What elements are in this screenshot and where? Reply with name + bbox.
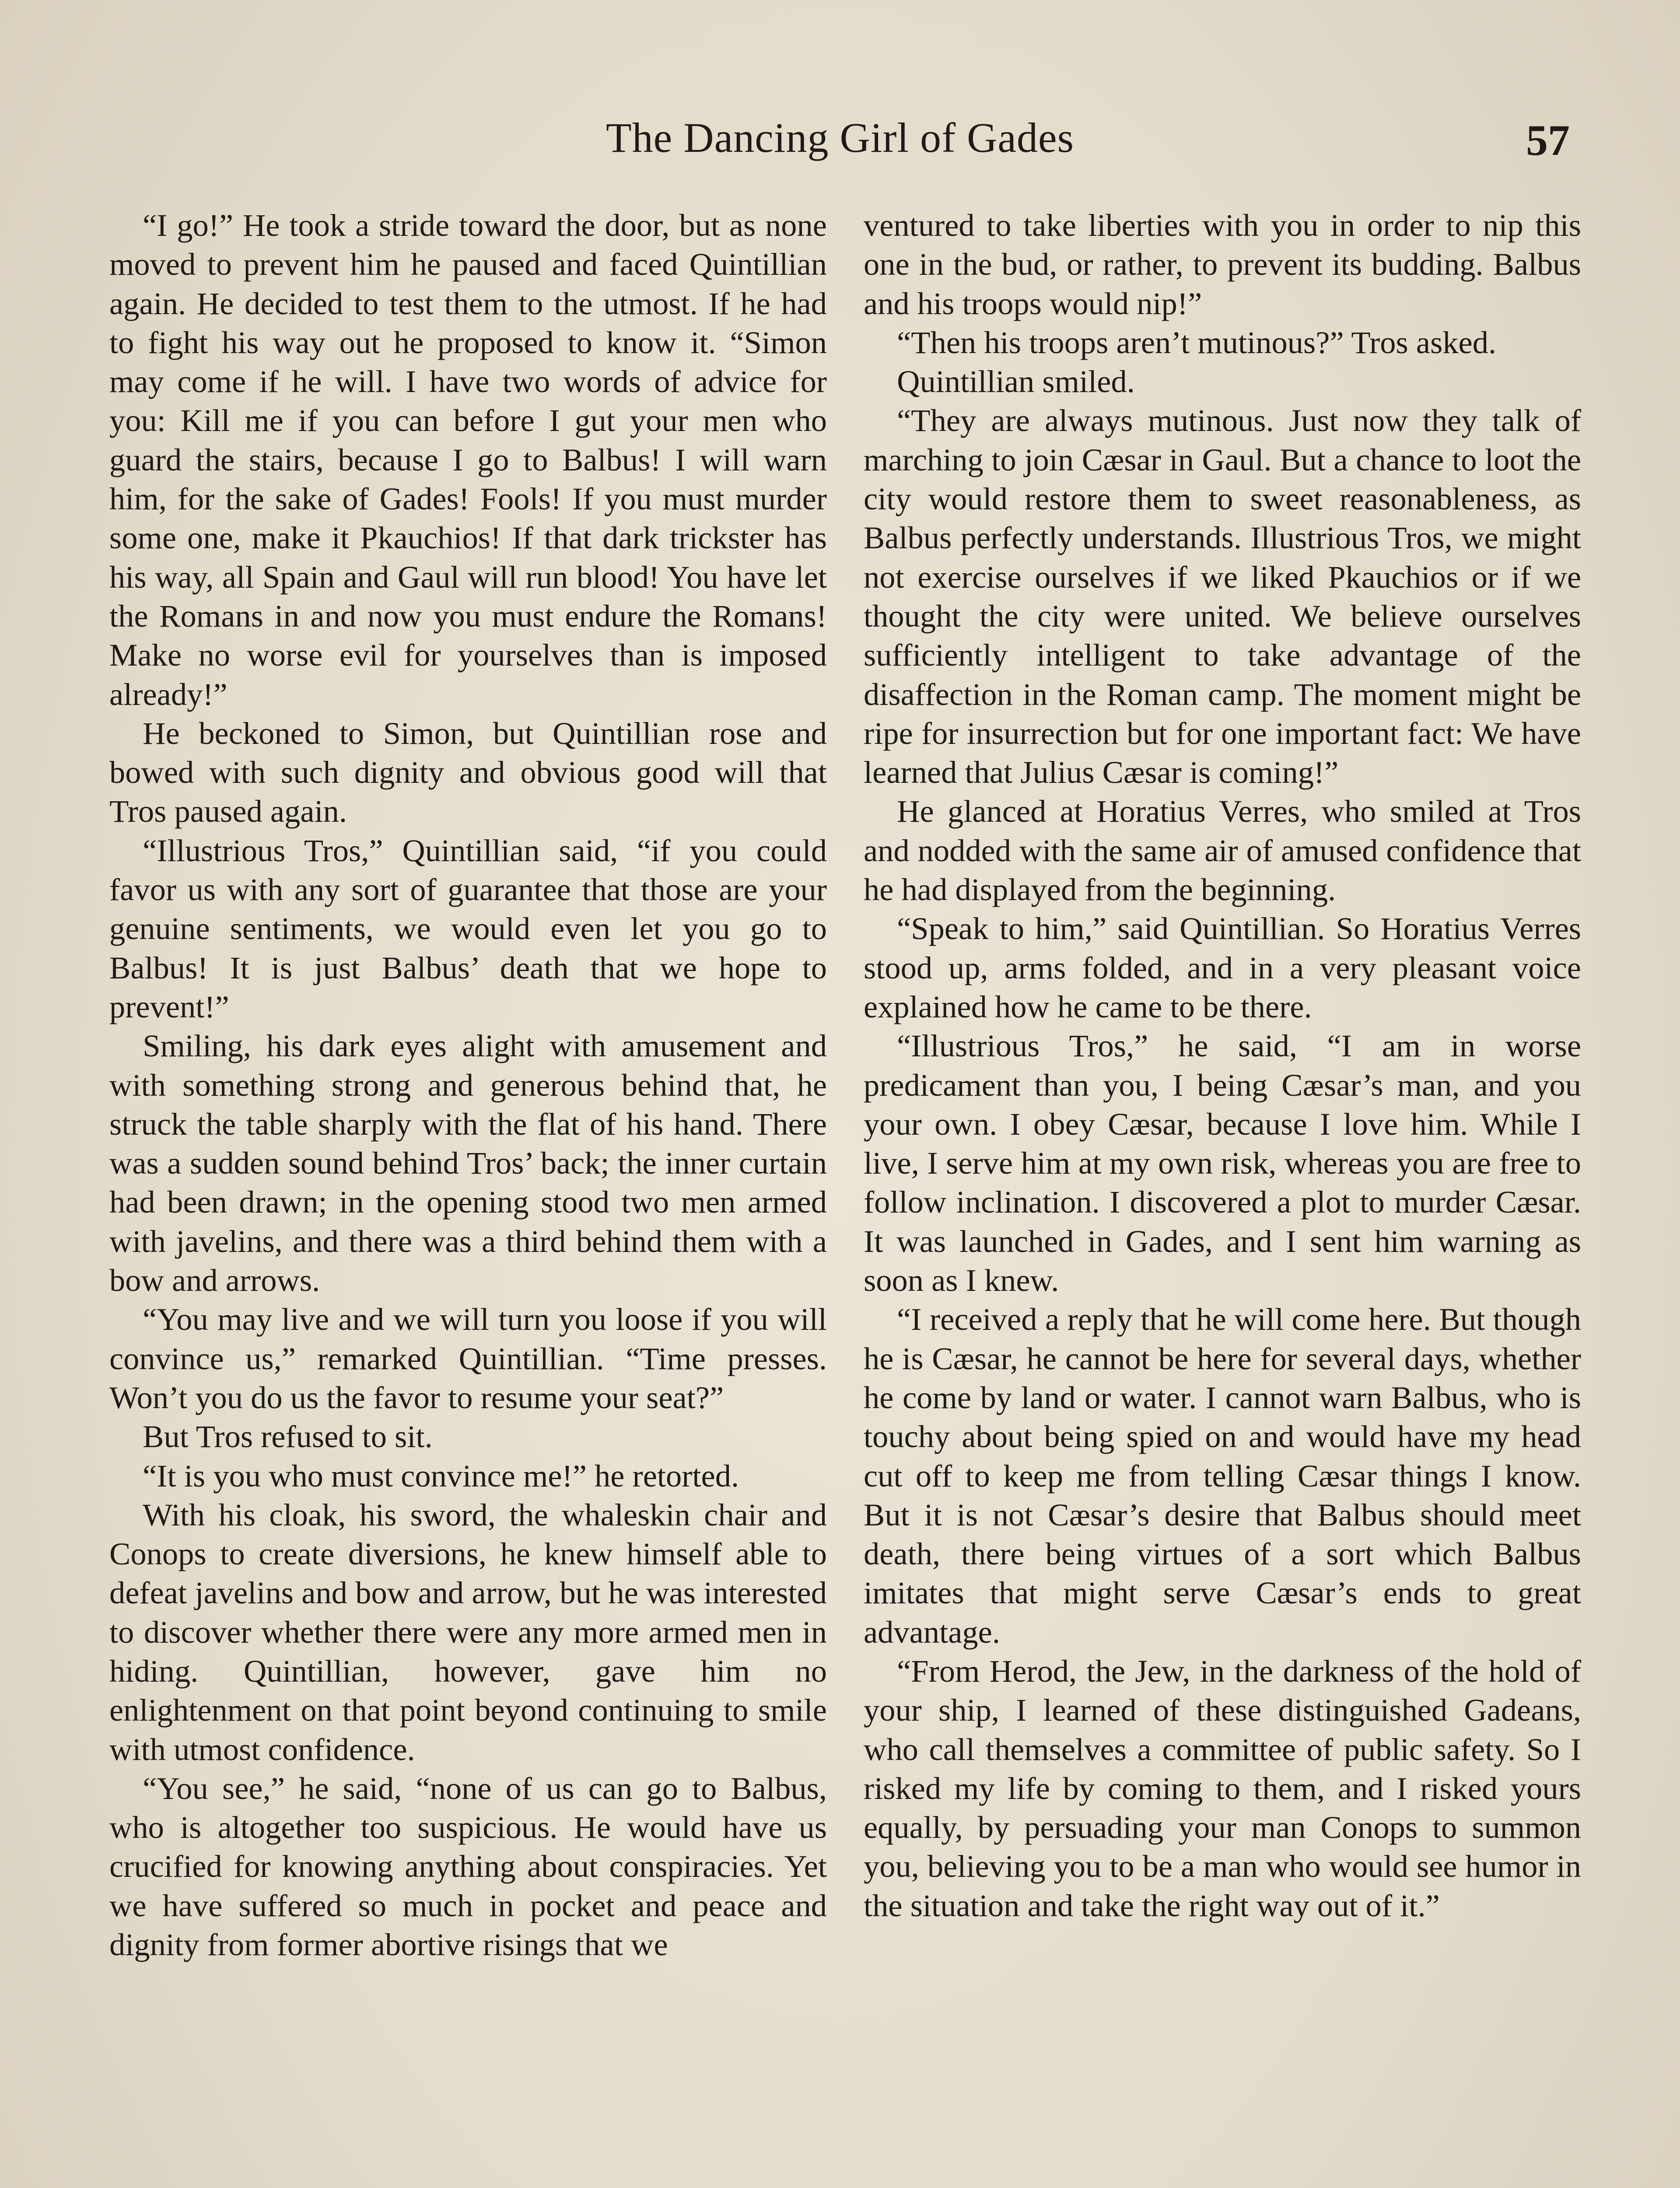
paragraph: Smiling, his dark eyes alight with amusement and with something strong and generous behind that, he struck the table sharply with the flat of his hand. There was a sudden sound behind Tros’ back; the inner curtain had been drawn; in the opening stood two men armed with javelins, and there was a third behind them with a bow and arrows. — [109, 1028, 827, 1298]
paragraph: “You may live and we will turn you loose if you will convince us,” remarked Quintillian. “Time presses. Won’t you do us the favor to resume your seat?” — [109, 1301, 827, 1415]
paragraph: “From Herod, the Jew, in the darkness of the hold of your ship, I learned of these distinguished Gadeans, who call themselves a committee of public safety. So I risked my life by coming to them, and I risked yours equally, by persuading your man Conops to summon you, believing you to be a man who would see humor in the situation and take the right way out of it.” — [864, 1653, 1581, 1923]
page-header — [0, 109, 1680, 166]
paragraph: He glanced at Horatius Verres, who smiled at Tros and nodded with the same air of amused confidence that he had displayed from the beginning. — [864, 793, 1581, 908]
paragraph: “It is you who must convince me!” he retorted. — [143, 1458, 739, 1494]
paragraph-continued: ventured to take liberties with you in order to nip this one in the bud, or rather, to prevent its budding. Balbus and his troops would nip!” — [864, 207, 1581, 321]
paragraph: “Illustrious Tros,” he said, “I am in worse predicament than you, I being Cæsar’s man, and you your own. I obey Cæsar, because I love him. While I live, I serve him at my own risk, whereas you are free to follow inclination. I discovered a plot to murder Cæsar. It was launched in Gades, and I sent him warning as soon as I knew. — [864, 1028, 1581, 1298]
paragraph: Quintillian smiled. — [897, 364, 1135, 400]
paragraph: But Tros refused to sit. — [143, 1419, 433, 1455]
paragraph: With his cloak, his sword, the whaleskin chair and Conops to create diversions, he knew himself able to defeat javelins and bow and arrow, but he was interested to discover whether there were any more armed men in hiding. Quintillian, however, gave him no enlightenment on that point beyond continuing to smile with utmost confidence. — [109, 1497, 827, 1767]
left-column — [109, 206, 827, 1964]
right-column — [864, 206, 1581, 1925]
paragraph: He beckoned to Simon, but Quintillian rose and bowed with such dignity and obvious good will that Tros paused again. — [109, 715, 827, 829]
paragraph: “Then his troops aren’t mutinous?” Tros asked. — [897, 324, 1497, 360]
paragraph: “They are always mutinous. Just now they talk of marching to join Cæsar in Gaul. But a chance to loot the city would restore them to sweet reasonableness, as Balbus perfectly understands. Illustrious Tros, we might not exercise ourselves if we liked Pkauchios or if we thought the city were united. We believe ourselves sufficiently intelligent to take advantage of the disaffection in the Roman camp. The moment might be ripe for insurrection but for one important fact: We have learned that Julius Cæsar is coming!” — [864, 403, 1581, 790]
running-title: The Dancing Girl of Gades — [606, 114, 1074, 161]
paragraph: “Speak to him,” said Quintillian. So Horatius Verres stood up, arms folded, and in a very pleasant voice explained how he came to be there. — [864, 911, 1581, 1024]
paragraph: “You see,” he said, “none of us can go to Balbus, who is altogether too suspicious. He would have us crucified for knowing anything about conspiracies. Yet we have suffered so much in pocket and peace and dignity from former abortive risings that we — [109, 1770, 827, 1963]
paragraph: “I go!” He took a stride toward the door, but as none moved to prevent him he paused and faced Quintillian again. He decided to test them to the utmost. If he had to fight his way out he proposed to know it. “Simon may come if he will. I have two words of advice for you: Kill me if you can before I gut your men who guard the stairs, because I go to Balbus! I will warn him, for the sake of Gades! Fools! If you must murder some one, make it Pkauchios! If that dark trickster has his way, all Spain and Gaul will run blood! You have let the Romans in and now you must endure the Romans! Make no worse evil for yourselves than is imposed already!” — [109, 207, 827, 712]
page-number: 57 — [1526, 116, 1570, 165]
paragraph: “I received a reply that he will come here. But though he is Cæsar, he cannot be here for several days, whether he come by land or water. I cannot warn Balbus, who is touchy about being spied on and would have my head cut off to keep me from telling Cæsar things I know. But it is not Cæsar’s desire that Balbus should meet death, there being virtues of a sort which Balbus imitates that might serve Cæsar’s ends to great advantage. — [864, 1301, 1581, 1650]
paragraph: “Illustrious Tros,” Quintillian said, “if you could favor us with any sort of guarantee that those are your genuine sentiments, we would even let you go to Balbus! It is just Balbus’ death that we hope to prevent!” — [109, 832, 827, 1024]
